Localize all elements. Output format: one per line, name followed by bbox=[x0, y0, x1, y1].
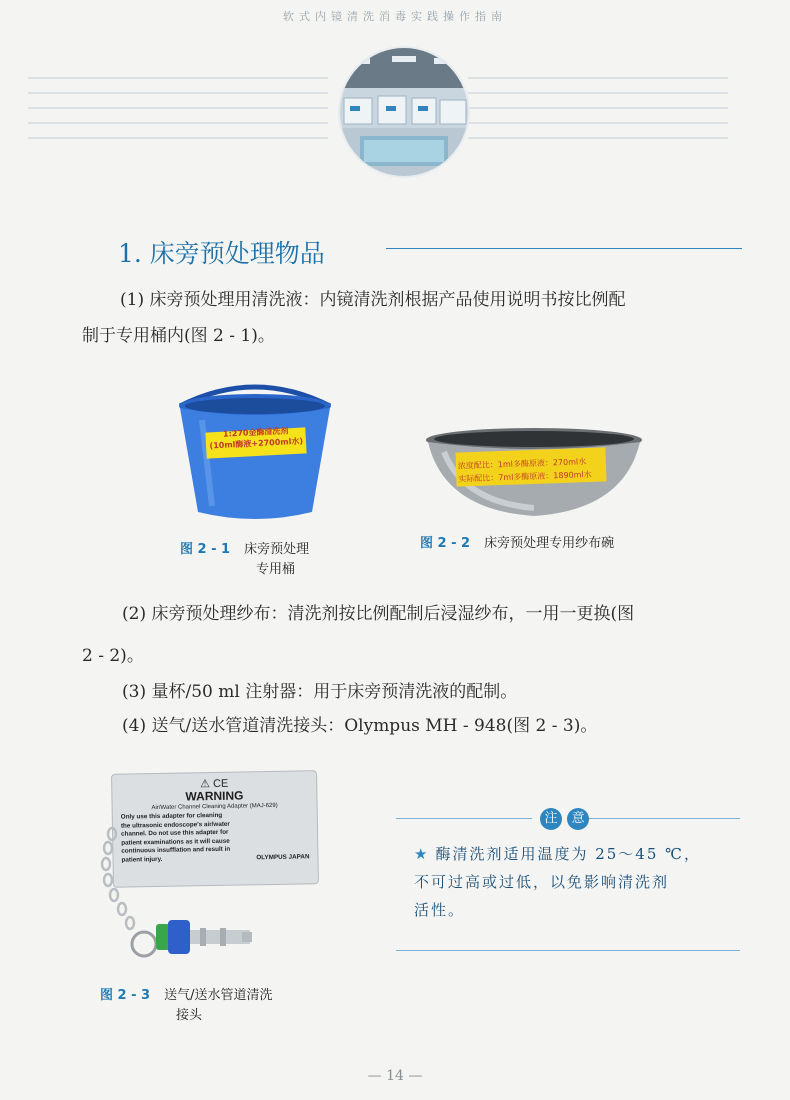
paragraph-3: (3) 量杯/50 ml 注射器：用于床旁预清洗液的配制。 bbox=[122, 682, 518, 702]
tag-country: JAPAN bbox=[288, 852, 310, 861]
tag-symbols: ⚠ CE bbox=[200, 777, 229, 791]
note-text-line-1: 酶清洗剂适用温度为 25～45 ℃， bbox=[435, 845, 701, 863]
note-text-line-2: 不可过高或过低，以免影响清洗剂 bbox=[414, 873, 670, 891]
tag-product-name: Air/Water Channel Cleaning Adapter (MAJ-629) bbox=[151, 802, 278, 812]
tag-line-2: the ultrasonic endoscope's air/water bbox=[120, 820, 230, 830]
title-rule bbox=[386, 248, 742, 249]
note-rule-left bbox=[396, 818, 532, 819]
tag-brand bbox=[256, 853, 309, 862]
bowl-label bbox=[458, 454, 609, 485]
note-badge-2: 意 bbox=[567, 808, 589, 830]
tag-brand-name: OLYMPUS bbox=[256, 853, 287, 861]
figure-2-3-caption bbox=[100, 984, 272, 1003]
paragraph-1-line-2: 制于专用桶内(图 2 - 1)。 bbox=[82, 326, 275, 346]
tag-line-3: channel. Do not use this adapter for bbox=[121, 828, 229, 838]
page-number: — 14 — bbox=[367, 1068, 423, 1084]
note-text-line-3: 活性。 bbox=[414, 901, 466, 919]
note-rule-bottom bbox=[396, 950, 740, 951]
figure-2-3-caption-line-2: 接头 bbox=[176, 1008, 203, 1023]
figure-2-3-number: 图 2 - 3 bbox=[100, 988, 151, 1003]
figure-2-1-caption-line-1: 床旁预处理 bbox=[244, 542, 310, 557]
bowl-label-line-2: 实际配比：7ml多酶原液：1890ml水 bbox=[458, 469, 592, 484]
note-text bbox=[414, 840, 744, 924]
bowl-label-line-1: 浓度配比：1ml多酶原液：270ml水 bbox=[457, 457, 587, 471]
note-badge bbox=[540, 807, 589, 830]
adapter-chain-and-connector bbox=[96, 820, 260, 970]
running-header: 软式内镜清洗消毒实践操作指南 bbox=[283, 10, 507, 23]
figure-2-1-caption bbox=[180, 538, 309, 557]
paragraph-2-line-2: 2 - 2)。 bbox=[82, 646, 144, 666]
section-title: 1. 床旁预处理物品 bbox=[118, 239, 325, 268]
note-badge-1: 注 bbox=[540, 808, 562, 830]
endoscope-room-photo bbox=[338, 46, 470, 178]
paragraph-1-line-1: (1) 床旁预处理用清洗液：内镜清洗剂根据产品使用说明书按比例配 bbox=[120, 290, 626, 310]
figure-2-2-caption bbox=[420, 532, 614, 551]
bucket-label-line-2: (10ml酶液+2700ml水) bbox=[209, 436, 304, 451]
figure-2-3-caption-line-1: 送气/送水管道清洗 bbox=[164, 988, 273, 1003]
tag-line-6: patient injury. bbox=[121, 855, 163, 864]
figure-2-2-caption-text: 床旁预处理专用纱布碗 bbox=[484, 536, 615, 551]
paragraph-2-line-1: (2) 床旁预处理纱布：清洗剂按比例配制后浸湿纱布，一用一更换(图 bbox=[122, 604, 635, 624]
tag-warning-title: WARNING bbox=[185, 788, 244, 804]
note-star-icon: ★ bbox=[414, 845, 430, 863]
bucket-image bbox=[172, 376, 338, 526]
paragraph-4: (4) 送气/送水管道清洗接头：Olympus MH - 948(图 2 - 3)。 bbox=[122, 716, 598, 736]
tag-line-1: Only use this adapter for cleaning bbox=[120, 811, 223, 821]
tag-line-4: patient examinations as it will cause bbox=[121, 837, 230, 847]
figure-2-2-number: 图 2 - 2 bbox=[420, 536, 471, 551]
figure-2-1-number: 图 2 - 1 bbox=[180, 542, 231, 557]
tag-line-5: continuous insufflation and result in bbox=[121, 845, 231, 855]
note-rule-right bbox=[584, 818, 740, 819]
figure-2-1-caption-line-2: 专用桶 bbox=[256, 562, 296, 577]
bucket-label-line-1: 1:270金酶清洗剂 bbox=[222, 426, 289, 439]
